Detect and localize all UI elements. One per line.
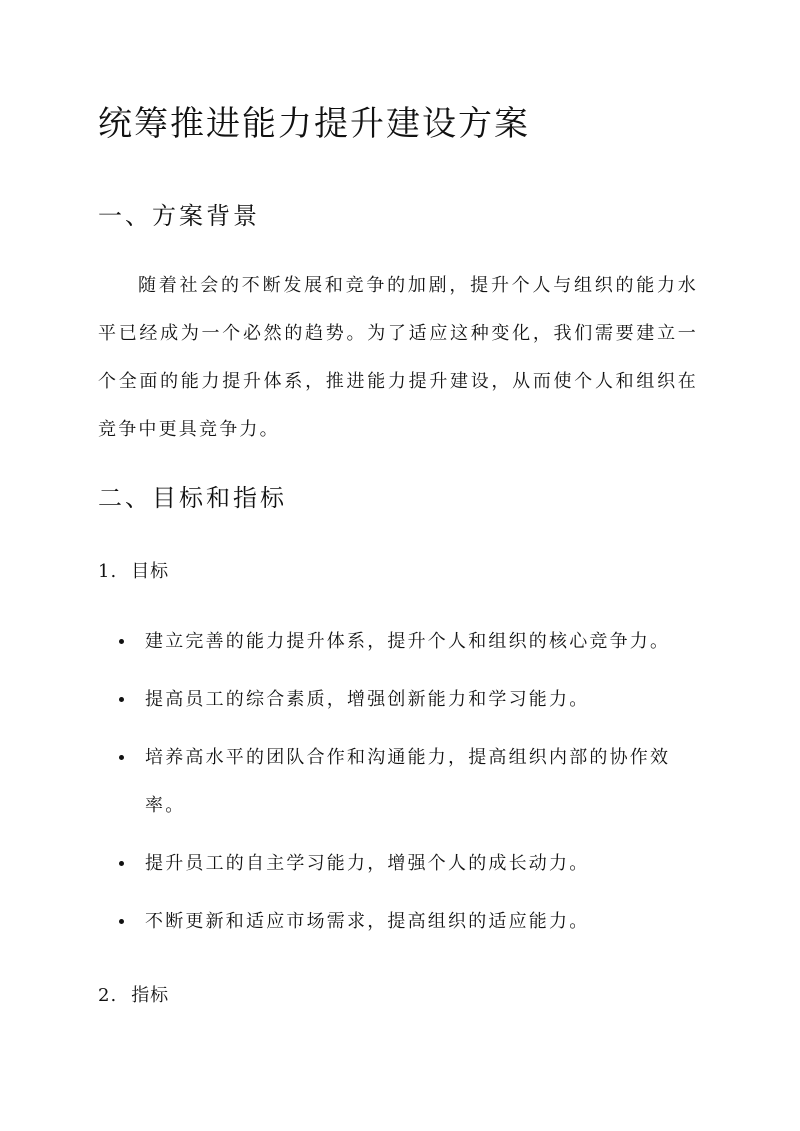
subheading-indicators-label: 指标 [131,985,170,1006]
section-heading-goals-indicators: 二、目标和指标 [98,484,287,512]
goals-list [98,618,698,956]
goal-text: 培养高水平的团队合作和沟通能力，提高组织内部的协作效率。 [145,747,671,816]
goal-list-item [98,676,698,724]
bullet-dot-icon [119,861,124,866]
goal-text: 建立完善的能力提升体系，提升个人和组织的核心竞争力。 [145,631,671,652]
goal-list-item [98,734,698,830]
background-paragraph: 随着社会的不断发展和竞争的加剧，提升个人与组织的能力水平已经成为一个必然的趋势。为了适应这种变化，我们需要建立一个全面的能力提升体系，推进能力提升建设，从而使个人和组织在竞争中更具竞争力。 [98,275,698,440]
subheading-goals-label: 目标 [131,561,170,582]
goal-list-item [98,840,698,888]
goal-list-item [98,898,698,946]
document-title: 统筹推进能力提升建设方案 [98,104,530,144]
bullet-dot-icon [119,919,124,924]
goal-text: 不断更新和适应市场需求，提高组织的适应能力。 [145,911,590,932]
subheading-goals-number: 1. [98,561,118,582]
bullet-dot-icon [119,755,124,760]
bullet-dot-icon [119,697,124,702]
goal-list-item [98,618,698,666]
bullet-dot-icon [119,639,124,644]
subheading-goals [98,557,169,583]
section-heading-background: 一、方案背景 [98,202,260,230]
subheading-indicators [98,981,169,1007]
goal-text: 提高员工的综合素质，增强创新能力和学习能力。 [145,689,590,710]
goal-text: 提升员工的自主学习能力，增强个人的成长动力。 [145,853,590,874]
subheading-indicators-number: 2. [98,985,118,1006]
